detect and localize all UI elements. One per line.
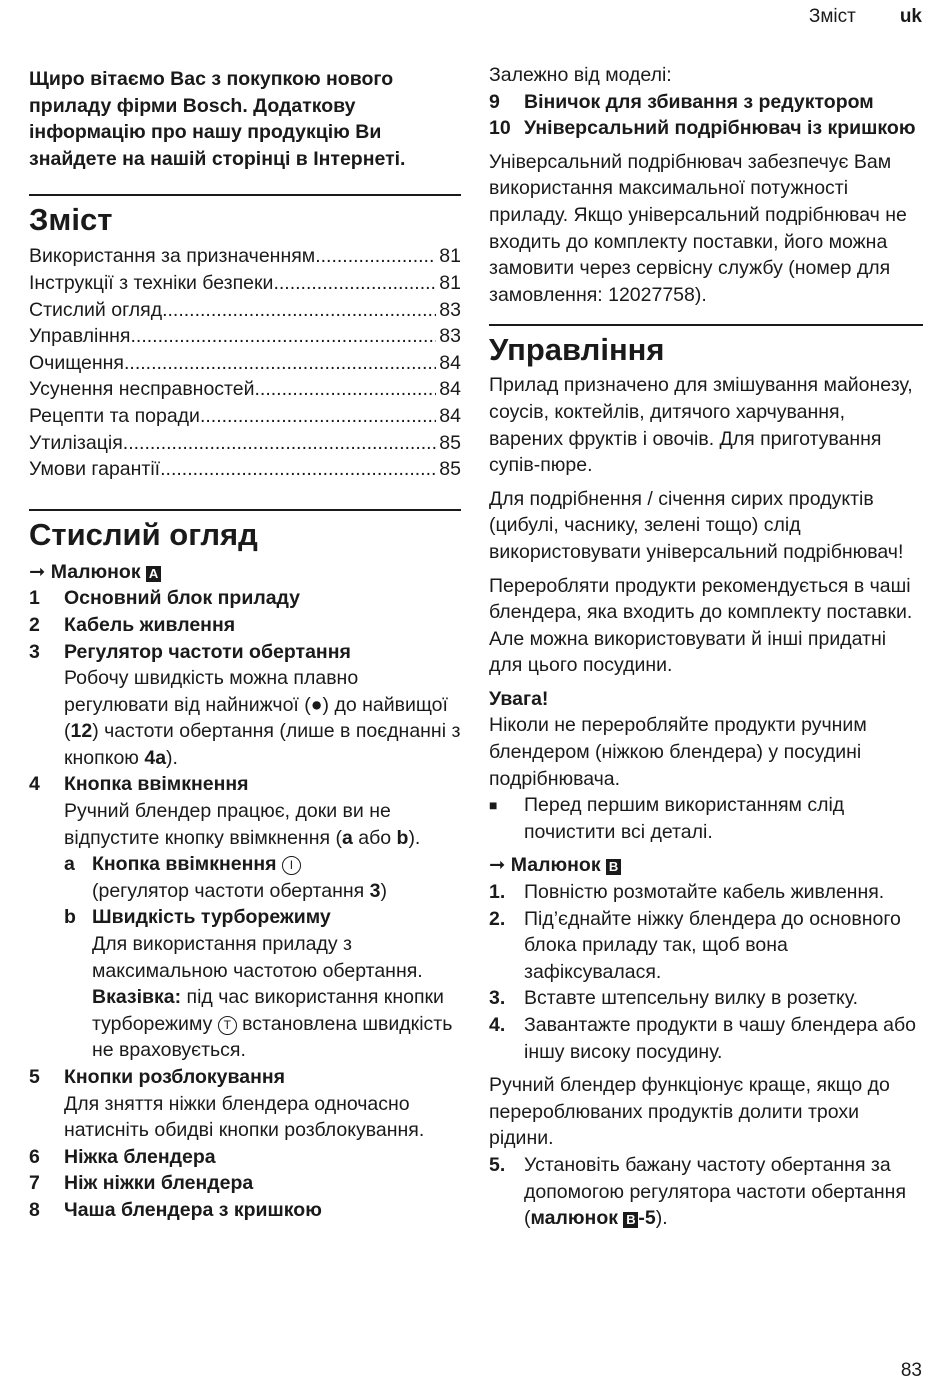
arrow-right-icon: ➞ [29,560,46,583]
universal-chopper-text: Універсальний подрібнювач забезпечує Вам використання максимальної потужності приладу. Якщо універсальний подрібнювач не входить до комплекту поставки, його можна замовити через сервісну службу (номер для замовлення: 12027758). [489,150,907,306]
toc-entry-label: Інструкції з техніки безпеки [29,271,274,294]
toc-leader-dots [162,297,436,324]
step-item: 4. Завантажте продукти в чашу блендера або іншу високу посудину. [489,1014,916,1063]
overview-title: Стислий огляд [29,516,258,552]
toc-entry [29,270,461,297]
list-item: 1 Основний блок приладу [29,587,301,610]
dot-icon: ● [310,693,323,716]
toc-entry-page: 81 [439,245,461,268]
section-divider [489,324,923,326]
list-item: 9 Віничок для збивання з редуктором [489,90,874,113]
toc-entry-label: Рецепти та поради [29,404,200,427]
paragraph: Прилад призначено для змішування майонезу, соусів, коктейлів, дитячого харчування, варених фруктів і овочів. Для приготування супів-пюре. [489,374,913,477]
toc-entry-page: 85 [439,431,461,454]
warning-title: Увага! [489,687,549,710]
toc-entry [29,350,461,377]
step-item: 3. Вставте штепсельну вилку в розетку. [489,987,859,1010]
toc-entry-label: Усунення несправностей [29,378,255,401]
toc-entry-label: Стислий огляд [29,298,163,321]
paragraph: Для подрібнення / січення сирих продуктів (цибулі, часнику, зелені тощо) слід використовувати універсальний подрібнювач! [489,487,904,563]
toc-entry-label: Управління [29,325,131,348]
power-button-icon: I [282,856,301,875]
header-section: Зміст [808,6,856,27]
figure-letter-badge: B [623,1212,638,1228]
list-item: 7 Ніж ніжки блендера [29,1172,254,1195]
figure-reference: ➞ Малюнок A [29,559,461,586]
paragraph: Ручний блендер функціонує краще, якщо до перероблюваних продуктів долити трохи рідини. [489,1074,890,1150]
paragraph: Переробляти продукти рекомендується в чаші блендера, яка входить до комплекту поставки. Але можна використовувати й інші придатні для цього посудини. [489,574,913,677]
list-item: 8 Чаша блендера з кришкою [29,1198,322,1221]
page-header [809,6,922,28]
list-item: 2 Кабель живлення [29,613,236,636]
toc-title: Зміст [29,202,113,238]
step-item: 1. Повністю розмотайте кабель живлення. [489,881,885,904]
toc-entry [29,297,461,324]
toc-leader-dots [123,430,437,457]
right-column [489,62,923,1232]
toc-entry-label: Утилізація [29,431,123,454]
toc-entry [29,243,461,270]
toc-entry-page: 84 [439,378,461,401]
figure-letter-badge: A [146,566,161,582]
left-column [29,62,461,1224]
operation-title: Управління [489,332,665,368]
list-item: 10 Універсальний подрібнювач із кришкою [489,117,916,140]
sub-item: a Кнопка ввімкнення I (регулятор частоти обертання 3) [64,853,387,902]
toc-entry-page: 84 [439,351,461,374]
page-number: 83 [900,1360,922,1381]
toc-leader-dots [255,376,437,403]
square-bullet-icon: ■ [489,797,498,814]
list-item: 5 Кнопки розблокування Для зняття ніжки блендера одночасно натисніть обидві кнопки розблокування. [29,1066,425,1142]
list-item: 3 Регулятор частоти обертання Робочу швидкість можна плавно регулювати від найнижчої (●) до найвищої (12) частоти обертання (лише в поєднанні з кнопкою 4a). [29,639,461,772]
turbo-button-icon: T [218,1016,237,1035]
toc-entry [29,323,461,350]
figure-letter-badge: B [606,859,621,875]
header-language: uk [899,6,922,27]
toc-leader-dots [124,350,436,377]
figure-reference: ➞ Малюнок B [489,852,923,879]
warning-text: Ніколи не переробляйте продукти ручним блендером (ніжкою блендера) у посудині подрібнювача. [489,714,867,790]
toc-entry-label: Очищення [29,351,124,374]
toc-leader-dots [315,243,436,270]
toc-entry-page: 81 [439,271,461,294]
toc-entry [29,403,461,430]
toc-entry-page: 84 [439,404,461,427]
item-description: Робочу швидкість можна плавно регулювати від найнижчої (●) до найвищої (12) частоти обертання (лише в поєднанні з кнопкою 4a). [64,667,461,769]
toc-entry-label: Умови гарантії [29,458,161,481]
toc-entry [29,430,461,457]
bullet-item: ■ Перед першим використанням слід почистити всі деталі. [489,792,923,845]
toc-entry-label: Використання за призначенням [29,245,316,268]
toc-entry [29,456,461,483]
item-description: Ручний блендер працює, доки ви не відпустите кнопку ввімкнення (a або b). [64,800,421,849]
model-dependent-note: Залежно від моделі: [489,64,672,86]
intro-text: Щиро вітаємо Вас з покупкою нового приладу фірми Bosch. Додаткову інформацію про нашу продукцію Ви знайдете на нашій сторінці в Інтернеті. [29,68,406,170]
toc-entry [29,376,461,403]
table-of-contents [29,243,461,482]
toc-entry-page: 83 [439,325,461,348]
step-item: 2. Під’єднайте ніжку блендера до основного блока приладу так, щоб вона зафіксувалася. [489,907,901,983]
section-divider [29,509,461,511]
list-item: 6 Ніжка блендера [29,1145,216,1168]
list-item: 4 Кнопка ввімкнення Ручний блендер працює, доки ви не відпустите кнопку ввімкнення (a або b). a Кнопка ввімкнення I (регулятор частоти обертання 3) b Швидкість турборежиму Для використання приладу з максимальною частотою обертання. Вказівка: під час використання кнопки турборежиму T встановлена швидкість не враховується. [29,771,461,1064]
step-item: 5. Установіть бажану частоту обертання за допомогою регулятора частоти обертання (малюнок B -5). [489,1153,907,1230]
arrow-right-icon: ➞ [489,854,506,877]
overview-list [29,559,461,1224]
toc-leader-dots [160,456,436,483]
toc-leader-dots [130,323,436,350]
toc-entry-page: 85 [439,458,461,481]
toc-entry-page: 83 [439,298,461,321]
toc-leader-dots [200,403,436,430]
section-divider [29,194,461,196]
sub-item: b Швидкість турборежиму Для використання приладу з максимальною частотою обертання. Вказівка: під час використання кнопки турборежиму T встановлена швидкість не враховується. [64,906,453,1062]
toc-leader-dots [273,270,436,297]
